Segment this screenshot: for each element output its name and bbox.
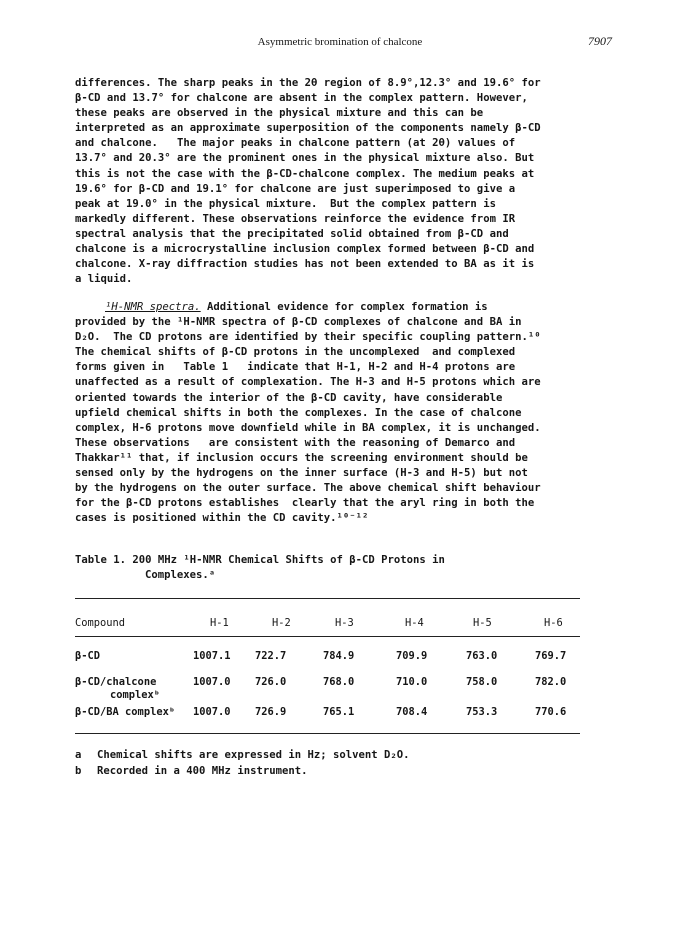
text-line: differences. The sharp peaks in the 2θ region of 8.9°,12.3° and 19.6° for [75, 77, 541, 89]
footnote-a [75, 749, 410, 761]
footnote-b [75, 765, 307, 777]
text-line: this is not the case with the β-CD-chalcone complex. The medium peaks at [75, 167, 535, 180]
table-value-cell: 758.0 [466, 676, 498, 688]
text-line: provided by the ¹H-NMR spectra of β-CD complexes of chalcone and BA in [75, 316, 522, 329]
text-line: sensed only by the hydrogens on the inner surface (H-3 and H-5) but not [75, 467, 528, 480]
table-value-cell: 726.0 [255, 676, 287, 688]
table-value-cell: 1007.1 [193, 650, 231, 662]
table-value-cell: 708.4 [396, 706, 428, 718]
table-header-cell: H-2 [272, 617, 291, 629]
table-value-cell: 765.1 [323, 706, 355, 718]
table-caption-line2: Complexes.ᵃ [145, 569, 216, 581]
table-caption [75, 553, 445, 583]
table-caption-line1: Table 1. 200 MHz ¹H-NMR Chemical Shifts of β-CD Protons in [75, 554, 445, 566]
text-line: cases is positioned within the CD cavity.¹⁰⁻¹² [75, 512, 369, 525]
text-line: 19.6° for β-CD and 19.1° for chalcone are just superimposed to give a [75, 182, 516, 195]
footnote-mark: b [75, 765, 82, 777]
text-line: chalcone is a microcrystalline inclusion complex formed between β-CD and [75, 243, 535, 256]
text-line: Thakkar¹¹ that, if inclusion occurs the screening environment should be [75, 451, 528, 464]
text-line: a liquid. [75, 273, 133, 286]
section-heading-nmr: ¹H-NMR spectra. [105, 301, 201, 313]
text-line: unaffected as a result of complexation. The H-3 and H-5 protons which are [75, 376, 541, 389]
footnote-mark: a [75, 749, 82, 761]
table-compound-cell-cont: complexᵇ [110, 689, 161, 701]
table-value-cell: 726.9 [255, 706, 287, 718]
table-value-cell: 753.3 [466, 706, 498, 718]
text-line: interpreted as an approximate superposition of the components namely β-CD [75, 122, 541, 135]
table-header-cell: H-6 [544, 617, 563, 629]
text-line: oriented towards the interior of the β-CD cavity, have considerable [75, 391, 503, 404]
text-line: upfield chemical shifts in both the complexes. In the case of chalcone [75, 406, 522, 419]
table-compound-cell: β-CD/BA complexᵇ [75, 706, 176, 718]
text-line: 13.7° and 20.3° are the prominent ones in the physical mixture also. But [75, 152, 535, 165]
table-value-cell: 1007.0 [193, 706, 231, 718]
text-line: by the hydrogens on the outer surface. The above chemical shift behaviour [75, 482, 541, 495]
table-compound-cell: β-CD/chalcone [75, 676, 157, 688]
table-bottom-rule [75, 733, 580, 734]
nmr-body [75, 315, 605, 526]
table-value-cell: 709.9 [396, 650, 428, 662]
footnote-text: Chemical shifts are expressed in Hz; solvent D₂O. [97, 749, 410, 761]
text-line: these peaks are observed in the physical mixture and this can be [75, 107, 484, 120]
nmr-first-line-text: Additional evidence for complex formation is [200, 301, 488, 313]
table-value-cell: 769.7 [535, 650, 567, 662]
nmr-first-line [75, 300, 605, 315]
text-line: peak at 19.0° in the physical mixture. But the complex pattern is [75, 197, 496, 210]
table-value-cell: 1007.0 [193, 676, 231, 688]
text-line: chalcone. X-ray diffraction studies has not been extended to BA as it is [75, 258, 535, 271]
table-header-rule [75, 636, 580, 637]
table-header-cell: H-1 [210, 617, 229, 629]
text-line: These observations are consistent with the reasoning of Demarco and [75, 436, 516, 449]
table-top-rule [75, 598, 580, 599]
table-value-cell: 768.0 [323, 676, 355, 688]
table-header-cell: H-5 [473, 617, 492, 629]
page-number: 7907 [588, 34, 612, 48]
table-compound-cell: β-CD [75, 650, 101, 662]
table-header-cell: H-3 [335, 617, 354, 629]
text-line: D₂O. The CD protons are identified by their specific coupling pattern.¹⁰ [75, 331, 541, 344]
text-line: β-CD and 13.7° for chalcone are absent in the complex pattern. However, [75, 92, 528, 105]
text-line: and chalcone. The major peaks in chalcone pattern (at 2θ) values of [75, 137, 516, 150]
text-line: for the β-CD protons establishes clearly that the aryl ring in both the [75, 497, 535, 510]
running-title: Asymmetric bromination of chalcone [257, 36, 423, 48]
text-line: spectral analysis that the precipitated solid obtained from β-CD and [75, 227, 509, 240]
text-line: markedly different. These observations reinforce the evidence from IR [75, 212, 516, 225]
table-header-cell: H-4 [405, 617, 424, 629]
table-header-cell: Compound [75, 617, 126, 629]
text-line: The chemical shifts of β-CD protons in the uncomplexed and complexed [75, 346, 516, 359]
table-value-cell: 770.6 [535, 706, 567, 718]
paragraph-nmr [75, 300, 605, 526]
table-value-cell: 722.7 [255, 650, 287, 662]
table-value-cell: 782.0 [535, 676, 567, 688]
paragraph-xrd [75, 76, 605, 287]
text-line: forms given in Table 1 indicate that H-1, H-2 and H-4 protons are [75, 361, 516, 374]
text-line: complex, H-6 protons move downfield while in BA complex, it is unchanged. [75, 421, 541, 434]
footnote-text: Recorded in a 400 MHz instrument. [97, 765, 308, 777]
table-value-cell: 784.9 [323, 650, 355, 662]
table-value-cell: 710.0 [396, 676, 428, 688]
table-value-cell: 763.0 [466, 650, 498, 662]
